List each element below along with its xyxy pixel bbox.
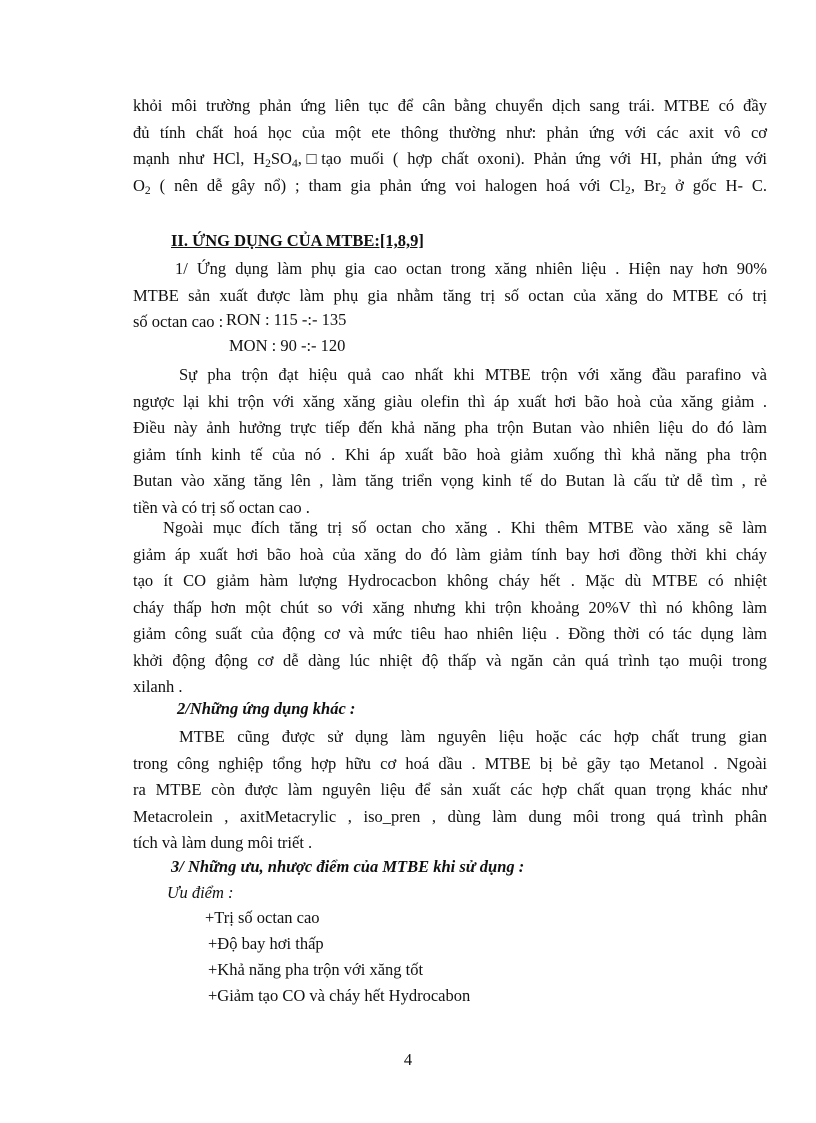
text-line: Sự pha trộn đạt hiệu quả cao nhất khi MTBE trộn với xăng đầu parafino và — [179, 365, 767, 384]
list-item: +Khả năng pha trộn với xăng tốt — [208, 960, 424, 979]
subsection-heading-other-uses: 2/Những ứng dụng khác : — [177, 699, 356, 718]
text-line: xilanh . — [133, 677, 183, 696]
text-line: khởi động động cơ dễ dàng lúc nhiệt độ thấp và ngăn cản quá trình tạo muội trong — [133, 650, 767, 670]
text-line: cháy thấp hơn một chút so với xăng nhưng khi trộn khoảng 20%V thì nó không làm — [133, 597, 767, 617]
text-run: mạnh như HCl, H — [133, 149, 266, 168]
paragraph-mtbe-properties — [133, 93, 767, 199]
list-item: +Trị số octan cao — [205, 908, 320, 927]
mon-value: MON : 90 -:- 120 — [229, 336, 346, 355]
page-number: 4 — [403, 1050, 413, 1069]
text-run: ,□tạo muối ( hợp chất oxoni). Phản ứng với HI, phản ứng với — [297, 149, 767, 168]
subscript: 4 — [291, 157, 298, 170]
text-line: tiền và có trị số octan cao . — [133, 497, 310, 517]
text-line — [133, 146, 767, 173]
paragraph-blending — [133, 362, 767, 521]
text-line: đủ tính chất hoá học của một ete thông thường như: phản ứng với các axit vô cơ — [133, 122, 767, 142]
text-run: SO — [270, 149, 292, 168]
text-line: ra MTBE còn được làm nguyên liệu để sản xuất các hợp chất quan trọng khác như — [133, 780, 767, 799]
text-run: ( nên dễ gây nổ) ; tham gia phản ứng voi halogen hoá với Cl — [150, 175, 626, 195]
subscript: 2 — [144, 184, 151, 197]
text-run: ở gốc H- C. — [666, 175, 768, 195]
text-line: khỏi môi trường phản ứng liên tục để cân bằng chuyển dịch sang trái. MTBE có đầy — [133, 96, 767, 115]
text-line: số octan cao : — [133, 312, 224, 331]
text-line: tích và làm dung môi triết . — [133, 833, 313, 852]
paragraph-other-purposes — [133, 515, 767, 701]
text-line: ngược lại khi trộn với xăng xăng giàu olefin thì áp xuất hơi bão hoà của xăng giảm . — [133, 391, 767, 411]
subscript: 2 — [660, 184, 667, 197]
text-line: MTBE cũng được sử dụng làm nguyên liệu hoặc các hợp chất trung gian — [179, 727, 767, 746]
paragraph-other-uses — [133, 724, 767, 857]
text-line: MTBE sản xuất được làm phụ gia nhằm tăng trị số octan của xăng do MTBE có trị — [133, 285, 767, 305]
list-item: +Độ bay hơi thấp — [208, 934, 324, 953]
text-run: O — [133, 175, 145, 195]
section-heading: II. ỨNG DỤNG CỦA MTBE:[1,8,9] — [171, 231, 424, 250]
text-line: Ngoài mục đích tăng trị số octan cho xăng . Khi thêm MTBE vào xăng sẽ làm — [163, 518, 767, 537]
text-line: giảm công suất của động cơ và mức tiêu hao nhiên liệu . Đồng thời có tác dụng làm — [133, 624, 767, 643]
subscript: 2 — [625, 184, 631, 197]
text-line: giảm áp xuất hơi bão hoà của xăng do đó làm giảm tính bay hơi đồng thời khi cháy — [133, 544, 767, 564]
subsection-heading-pros-cons: 3/ Những ưu, nhược điểm của MTBE khi sử dụng : — [171, 857, 525, 876]
list-item: +Giảm tạo CO và cháy hết Hydrocabon — [208, 986, 471, 1005]
text-line: 1/ Ứng dụng làm phụ gia cao octan trong xăng nhiên liệu . Hiện nay hơn 90% — [175, 259, 767, 278]
pros-label: Ưu điểm : — [167, 883, 234, 902]
text-line: Metacrolein , axitMetacrylic , iso_pren , dùng làm dung môi trong quá trình phân — [133, 806, 767, 826]
text-line: tạo ít CO giảm hàm lượng Hydrocacbon không cháy hết . Mặc dù MTBE có nhiệt — [133, 571, 767, 590]
text-line: giảm tính kinh tế của nó . Khi áp xuất bão hoà giảm xuống thì khả năng pha trộn — [133, 444, 767, 464]
text-run: , Br — [630, 175, 661, 195]
text-line: Butan vào xăng tăng lên , làm tăng triển vọng kinh tế do Butan là cấu tử dễ tìm , rẻ — [133, 471, 767, 490]
text-line: trong công nghiệp tổng hợp hữu cơ hoá dầu . MTBE bị bẻ gãy tạo Metanol . Ngoài — [133, 753, 767, 773]
ron-value: RON : 115 -:- 135 — [226, 310, 347, 329]
text-line: Điều này ảnh hưởng trực tiếp đến khả năng pha trộn Butan vào nhiên liệu do đó làm — [133, 418, 767, 437]
subscript: 2 — [265, 157, 271, 170]
text-line — [133, 173, 767, 200]
